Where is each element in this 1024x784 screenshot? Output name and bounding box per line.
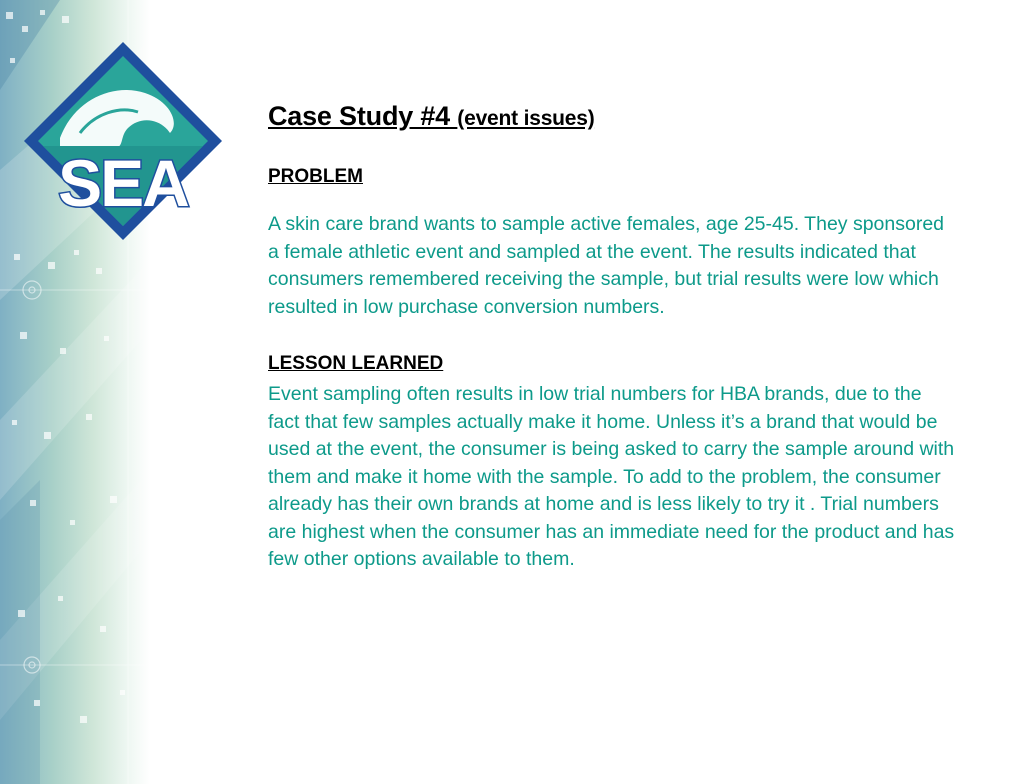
sea-logo <box>20 38 226 244</box>
logo-text: SEA <box>58 146 188 220</box>
slide-content <box>268 96 968 574</box>
slide-title <box>268 96 968 139</box>
title-subtitle: (event issues) <box>457 107 595 130</box>
problem-text: A skin care brand wants to sample active females, age 25-45. They sponsored a female athletic event and sampled at the event. The results indicated that consumers remembered receiving the sample, but trial results were low which resulted in low purchase conversion numbers. <box>268 213 945 318</box>
lesson-learned-text: Event sampling often results in low trial numbers for HBA brands, due to the fact that few samples actually make it home. Unless it’s a brand that would be used at the event, the consumer is being asked to carry the sample around with them and make it home with the sample. To add to the problem, the consumer already has their own brands at home and is less likely to try it . Trial numbers are highest when the consumer has an immediate need for the product and has few other options available to them. <box>268 383 955 570</box>
problem-heading: PROBLEM <box>268 166 363 187</box>
lesson-learned-heading: LESSON LEARNED <box>268 353 444 374</box>
title-main: Case Study #4 <box>268 101 450 131</box>
